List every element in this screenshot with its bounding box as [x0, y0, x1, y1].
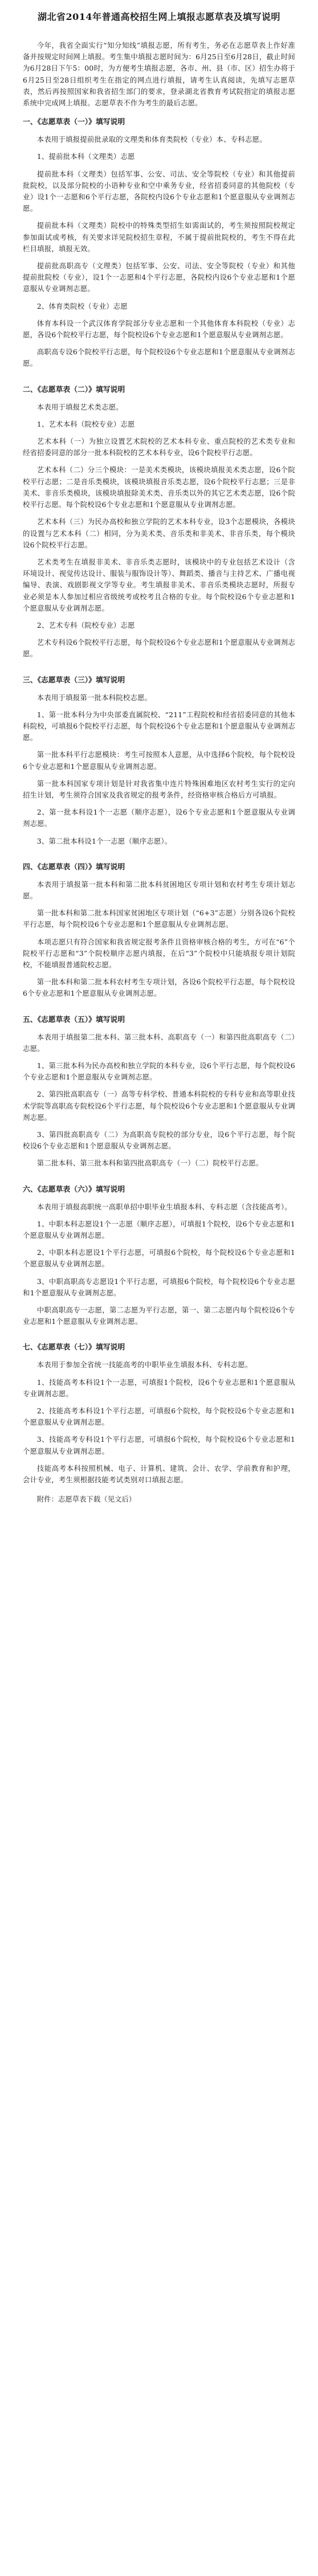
sections-container — [23, 117, 295, 1486]
section-paragraph: 提前批本科（文理类）包括军事、公安、司法、安全等院校（专业）和其他提前批院校，以及部分院校的小语种专业和空中乘务专业，经省招委同意的其他院校（专业）设1个一志愿和6个平行志愿，各院校内设6个专业志愿和1个愿意服从专业调剂志愿。 — [23, 169, 295, 213]
section-paragraph: 2、第一批本科设1个一志愿（顺序志愿），设6个专业志愿和1个愿意服从专业调剂志愿。 — [23, 808, 295, 828]
section-paragraph: 2、技能高考本科设1个平行志愿，可填报6个院校，每个院校设6个专业志愿和1个愿意服从专业调剂志愿。 — [23, 1406, 295, 1427]
section-2 — [23, 385, 295, 660]
section-paragraph: 2、体育类院校（专业）志愿 — [36, 301, 128, 310]
section-paragraph: 本表用于参加全省统一技能高考的中职毕业生填报本科、专科志愿。 — [36, 1360, 252, 1369]
section-heading: 一、《志愿草表（一）》填写说明 — [23, 118, 125, 127]
section-heading: 六、《志愿草表（六）》填写说明 — [23, 1185, 125, 1194]
section-paragraph: 艺术类考生在填报非美术、非音乐类志愿时，该模块中的专业包括艺术设计（含环境设计、视觉传达设计、服装与服饰设计等）、舞蹈类、播音与主持艺术、广播电视编导、表演、戏剧影视文学等专业。考生填报非美术、非音乐类模块志愿时，所报专业必须是本人参加过相应省级统考或校考且合格的专业。每个院校设6个专业志愿和1个愿意服从专业调剂志愿。 — [23, 557, 295, 612]
section-paragraph: 3、中职高职高专志愿设1个平行志愿，可填报6个院校，每个院校设6个专业志愿和1个愿意服从专业调剂志愿。 — [23, 1277, 295, 1297]
section-paragraph: 第一批本科和第二批本科国家贫困地区专项计划（“6+3”志愿）分别各设6个院校平行志愿，每个院校设6个专业志愿和1个愿意服从专业调剂志愿。 — [23, 909, 295, 929]
section-paragraph: 第一批本科国家专项计划是针对我省集中连片特殊困难地区农村考生实行的定向招生计划，考生须符合国家及我省规定的报考条件，经资格审核合格后方可填报。 — [23, 779, 295, 799]
section-paragraph: 2、艺术专科（院校专业）志愿 — [36, 620, 135, 629]
section-heading: 二、《志愿草表（二）》填写说明 — [23, 385, 125, 394]
section-paragraph: 1、提前批本科（文理类）志愿 — [36, 152, 135, 161]
section-paragraph: 3、技能高考专科设1个平行志愿，可填报6个院校，每个院校设6个专业志愿和1个愿意服从专业调剂志愿。 — [23, 1435, 295, 1455]
section-paragraph: 艺术专科设6个院校平行志愿，每个院校设6个专业志愿和1个愿意服从专业调剂志愿。 — [23, 638, 295, 659]
section-paragraph: 本项志愿只有符合国家和我省规定报考条件且资格审核合格的考生，方可在“6”个院校平行志愿和“3”个院校顺序志愿内填报，在后“3”个院校中只能填报专项计划院校，不能填报普通院校志愿。 — [23, 937, 295, 969]
section-paragraph: 第二批本科、第三批本科和第四批高职高专（一）（二）院校平行志愿。 — [36, 1159, 263, 1168]
section-heading: 四、《志愿草表（四）》填写说明 — [23, 862, 125, 872]
section-heading: 五、《志愿草表（五）》填写说明 — [23, 1015, 125, 1024]
section-paragraph: 第一批本科平行志愿模块：考生可按照本人意愿，从中选择6个院校，每个院校设6个专业志愿和1个愿意服从专业调剂志愿。 — [23, 750, 295, 771]
intro-block — [23, 40, 295, 109]
section-7 — [23, 1342, 295, 1486]
section-paragraph: 2、第四批高职高专（一）高等专科学校、普通本科院校的专科专业和高等职业技术学院等高职高专院校设6个平行志愿，每个院校设6个专业志愿和1个愿意服从专业调剂志愿。 — [23, 1090, 295, 1122]
section-paragraph: 1、第三批本科为民办高校和独立学院的本科专业，设6个平行志愿，每个院校设6个专业志愿和1个愿意服从专业调剂志愿。 — [23, 1061, 295, 1082]
section-paragraph: 3、第四批高职高专（二）为高职高专院校的部分专业，设6个平行志愿，每个院校设6个专业志愿和1个愿意服从专业调剂志愿。 — [23, 1130, 295, 1151]
section-paragraph: 艺术本科（一）为独立设置艺术院校的艺术本科专业、重点院校的艺术类专业和经省招委同意的部分一批本科院校的艺术本科专业，设6个院校平行志愿。 — [23, 437, 295, 457]
section-heading: 七、《志愿草表（七）》填写说明 — [23, 1343, 125, 1352]
section-6 — [23, 1184, 295, 1328]
section-paragraph: 本表用于填报艺术类志愿。 — [36, 402, 123, 411]
section-paragraph: 提前批高职高专（文理类）包括军事、公安、司法、安全等院校（专业）和其他提前批院校（专业），设1个一志愿和4个平行志愿，各院校内设6个专业志愿和1个愿意服从专业调剂志愿。 — [23, 261, 295, 293]
section-5 — [23, 1015, 295, 1170]
attachment-note: 附件：志愿草表下载（见文后） — [36, 1495, 136, 1504]
section-paragraph: 本表用于填报第一批本科和第二批本科贫困地区专项计划和农村考生专项计划志愿。 — [23, 880, 295, 900]
section-paragraph: 3、第二批本科设1个一志愿（顺序志愿）。 — [36, 836, 172, 845]
section-paragraph: 1、中职本科志愿设1个一志愿（顺序志愿），可填报1个院校，设6个专业志愿和1个愿意服从专业调剂志愿。 — [23, 1219, 295, 1240]
section-paragraph: 体育本科设一个武汉体育学院部分专业志愿和一个其他体育本科院校（专业）志愿，各设6个院校平行志愿，每个院校设6个专业志愿和1个愿意服从专业调剂志愿。 — [23, 318, 295, 340]
intro-paragraph: 今年，我省全面实行“知分知线”填报志愿，所有考生，务必在志愿草表上作好准备并按规定时间网上填报。考生集中填报志愿时间为：6月25日至6月28日，截止时间为6月28日下午5：00时，为方便考生填报志愿，各市、州、县（市、区）招生办将于6月25日至28日组织考生在指定的网点进行填报，请考生认真阅读，先填写志愿草表，然后再按照国家和我省招生部门的要求，登录湖北省教育考试院指定的填报志愿系统中完成网上填报。志愿草表不作为考生的最后志愿。 — [23, 41, 295, 108]
section-paragraph: 第一批本科和第二批本科农村考生专项计划，各设6个院校平行志愿，每个院校设6个专业志愿和1个愿意服从专业调剂志愿。 — [23, 978, 295, 998]
section-paragraph: 本表用于填报高职统一高职单招中职毕业生填报本科、专科志愿（含技能高考）。 — [36, 1202, 292, 1211]
section-paragraph: 技能高考本科按照机械、电子、计算机、建筑、会计、农学、学前教育和护理，会计专业，考生须根据技能考试类别对口填报志愿。 — [23, 1463, 295, 1485]
section-paragraph: 中职高职高专一志愿，第二志愿为平行志愿，第一、第二志愿内每个院校设6个专业志愿和1个愿意服从专业调剂志愿。 — [23, 1306, 295, 1326]
section-heading: 三、《志愿草表（三）》填写说明 — [23, 676, 125, 685]
section-paragraph: 高职高专设6个院校平行志愿，每个院校设6个专业志愿和1个愿意服从专业调剂志愿。 — [23, 347, 295, 368]
section-paragraph: 本表用于填报提前批录取的文理类和体育类院校（专业）本、专科志愿。 — [36, 135, 267, 144]
section-paragraph: 本表用于填报第二批本科、第三批本科、高职高专（一）和第四批高职高专（二）志愿。 — [23, 1032, 295, 1053]
document-title: 湖北省2014年普通高校招生网上填报志愿草表及填写说明 — [37, 11, 281, 22]
section-paragraph: 1、第一批本科分为中央部委直属院校、“211”工程院校和经省招委同意的其他本科院校，可填报6个院校平行志愿，每个院校设6个专业志愿和1个愿意服从专业调剂志愿。 — [23, 710, 295, 742]
section-1 — [23, 117, 295, 369]
section-paragraph: 艺术本科（二）分三个模块：一是美术类模块，该模块填报美术类志愿，设6个院校平行志愿；二是音乐类模块，该模块填报音乐类志愿，设6个院校平行志愿；三是非美术、非音乐类模块，该模块填报除美术类、音乐类以外的其它艺术类志愿，设6个院校平行志愿。每个院校设6个专业志愿和1个愿意服从专业调剂志愿。 — [23, 465, 295, 509]
section-paragraph: 本表用于填报第一批本科院校志愿。 — [36, 693, 152, 702]
section-paragraph: 2、中职本科志愿设1个平行志愿，可填报6个院校，每个院校设6个专业志愿和1个愿意服从专业调剂志愿。 — [23, 1248, 295, 1269]
section-paragraph: 艺术本科（三）为民办高校和独立学院的艺术本科专业，设3个志愿模块，各模块的设置与艺术本科（二）相同，分为美术类、音乐类和非美术、非音乐类，每个模块设6个院校平行志愿。 — [23, 517, 295, 549]
section-paragraph: 1、艺术本科（院校专业）志愿 — [36, 419, 135, 428]
section-paragraph: 提前批本科（文理类）院校中的特殊类型招生如需面试的，考生须按照院校规定参加面试或考核，有关要求详见院校招生章程，不属于提前批院校的，考生不得在此栏目填报，填报无效。 — [23, 221, 295, 253]
section-3 — [23, 675, 295, 847]
section-paragraph: 1、技能高考本科设1个一志愿，可填报1个院校，设6个专业志愿和1个愿意服从专业调剂志愿。 — [23, 1377, 295, 1398]
section-4 — [23, 862, 295, 1000]
